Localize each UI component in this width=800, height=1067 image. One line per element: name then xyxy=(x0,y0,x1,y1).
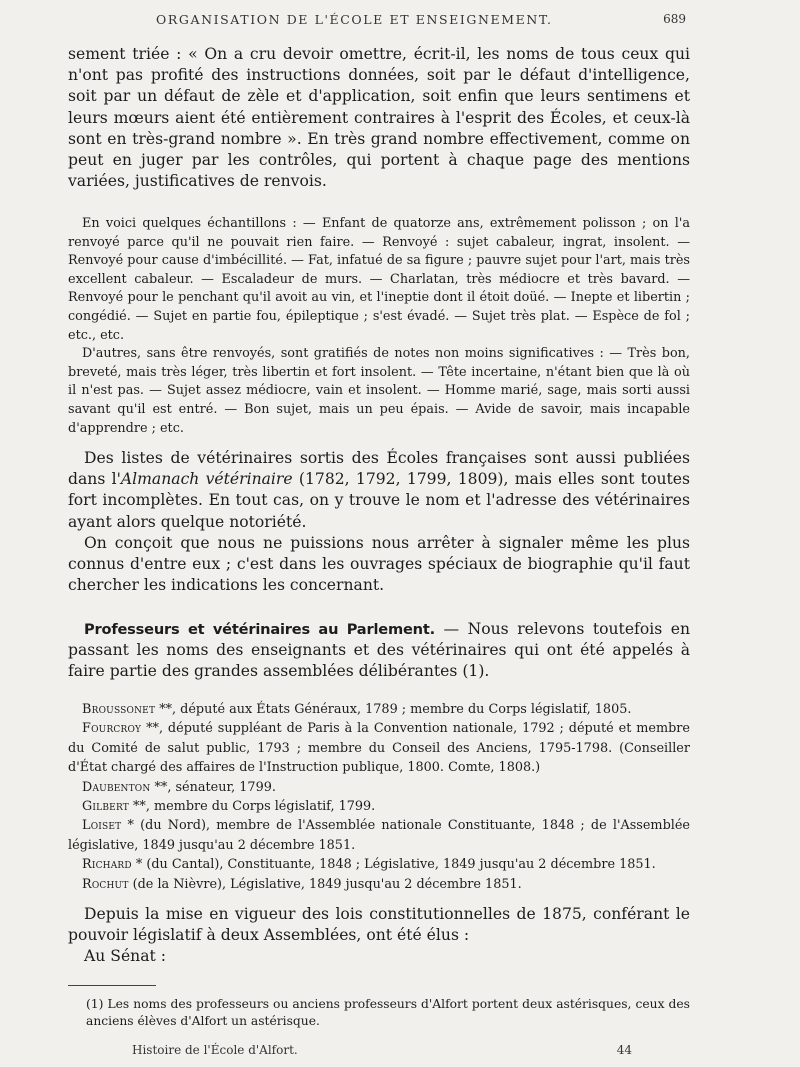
examples-notes: D'autres, sans être renvoyés, sont gratifiés de notes non moins significatives : — Très bon, breveté, mais très léger, très libertin et fort insolent. — Tête incertaine, n'étant bien que là où il n'est pas. — Sujet assez médiocre, vain et insolent. — Homme marié, sage, mais sorti aussi savant qu'il est entré. — Bon sujet, mais un peu épais. — Avide de savoir, mais incapable d'apprendre ; etc. xyxy=(68,346,690,436)
examples-renvoyes: En voici quelques échantillons : — Enfant de quatorze ans, extrêmement polisson ; on l'a renvoyé parce qu'il ne pouvait rien faire. — Renvoyé : sujet cabaleur, ingrat, insolent. — Renvoyé pour cause d'imbécillité. — Fat, infatué de sa figure ; pauvre sujet pour l'art, mais très excellent cabaleur. — Escaladeur de murs. — Charlatan, très médiocre et très bavard. — Renvoyé pour le penchant qu'il avoit au vin, et l'ineptie dont il étoit doüé. — Inepte et libertin ; congédié. — Sujet en partie fou, épileptique ; s'est évadé. — Sujet très plat. — Espèce de fol ; etc., etc. xyxy=(68,216,690,343)
paragraph-text: sement triée : « On a cru devoir omettre, écrit-il, les noms de tous ceux qui n'ont pas profité des instructions données, soit par le défaut d'intelligence, soit par un défaut de zèle et d'application, soit enfin que leurs sentimens et leurs mœurs aient été entièrement contraires à l'esprit des Écoles, et ceux-là sont en très-grand nombre ». En très grand nombre effectivement, comme on peut en juger par les contrôles, qui portent à chaque page des mentions variées, justificatives de renvois. xyxy=(68,45,690,191)
member-details: (du Nord), membre de l'Assemblée nationale Constituante, 1848 ; de l'Assemblée législative, 1849 jusqu'au 2 décembre 1851. xyxy=(68,818,690,853)
member-entry xyxy=(68,855,690,874)
member-entry xyxy=(68,797,690,816)
member-name: Daubenton xyxy=(82,779,151,795)
member-entry xyxy=(68,700,690,719)
running-title: ORGANISATION DE L'ÉCOLE ET ENSEIGNEMENT. xyxy=(156,12,553,27)
paragraph-biographie: On conçoit que nous ne puissions nous arrêter à signaler même les plus connus d'entre eux ; c'est dans les ouvrages spéciaux de biographie qu'il faut chercher les indications les concernant. xyxy=(68,533,690,595)
paragraph-lois-1875: Depuis la mise en vigueur des lois constitutionnelles de 1875, conférant le pouvoir législatif à deux Assemblées, ont été élus : xyxy=(68,905,690,945)
member-asterisks: ** xyxy=(150,779,168,795)
member-name: Fourcroy xyxy=(82,721,142,737)
paragraph-parlement: Professeurs et vétérinaires au Parlement. — Nous relevons toutefois en passant les noms des enseignants et des vétérinaires qui ont été appelés à faire partie des grandes assemblées délibérantes (1). xyxy=(68,620,690,681)
body-paragraph-3 xyxy=(68,904,690,968)
members-list xyxy=(68,700,690,894)
member-asterisks: ** xyxy=(155,702,173,717)
member-name: Richard xyxy=(82,857,132,873)
member-details: , sénateur, 1799. xyxy=(167,779,276,795)
member-entry xyxy=(68,875,690,894)
member-details: , membre du Corps législatif, 1799. xyxy=(145,799,376,815)
body-paragraph-2 xyxy=(68,448,690,596)
footnote: (1) Les noms des professeurs ou anciens professeurs d'Alfort portent deux astérisques, ceux des anciens élèves d'Alfort un astérisque. xyxy=(86,997,690,1028)
footnote-rule xyxy=(68,985,156,986)
page-number: 689 xyxy=(663,12,686,26)
member-details: , député suppléant de Paris à la Convention nationale, 1792 ; député et membre du Comité de salut public, 1793 ; membre du Conseil des Anciens, 1795-1798. (Conseiller d'État chargé des affaires de l'Instruction publique, 1800. Comte, 1808.) xyxy=(68,721,690,776)
member-entry xyxy=(68,778,690,797)
member-asterisks: ** xyxy=(141,721,159,737)
member-name: Loiset xyxy=(82,818,122,834)
member-details: , député aux États Généraux, 1789 ; membre du Corps législatif, 1805. xyxy=(172,702,632,717)
page-footer xyxy=(132,1043,632,1057)
member-name: Gilbert xyxy=(82,799,129,815)
member-name: Rochut xyxy=(82,876,129,892)
almanach-title: Almanach vétérinaire xyxy=(120,470,293,489)
paragraph-senat: Au Sénat : xyxy=(84,947,166,966)
member-asterisks: ** xyxy=(128,799,146,815)
section-parlement xyxy=(68,619,690,683)
member-name: Broussonet xyxy=(82,702,156,717)
signature-mark: 44 xyxy=(616,1043,632,1057)
member-entry xyxy=(68,816,690,855)
member-asterisks: * xyxy=(121,818,134,834)
section-heading: Professeurs et vétérinaires au Parlement. xyxy=(84,621,435,638)
body-paragraph-1 xyxy=(68,44,690,192)
paragraph-almanach: Des listes de vétérinaires sortis des Écoles françaises sont aussi publiées dans l'Almanach vétérinaire (1782, 1792, 1799, 1809), mais elles sont toutes fort incomplètes. En tout cas, on y trouve le nom et l'adresse des vétérinaires ayant alors quelque notoriété. xyxy=(68,449,690,531)
member-asterisks: * xyxy=(131,857,143,873)
book-title: Histoire de l'École d'Alfort. xyxy=(132,1043,298,1057)
quoted-examples xyxy=(68,215,690,438)
running-header xyxy=(86,12,686,32)
member-entry xyxy=(68,719,690,777)
member-details: (de la Nièvre), Législative, 1849 jusqu'au 2 décembre 1851. xyxy=(128,876,522,892)
member-details: (du Cantal), Constituante, 1848 ; Législative, 1849 jusqu'au 2 décembre 1851. xyxy=(142,857,656,873)
